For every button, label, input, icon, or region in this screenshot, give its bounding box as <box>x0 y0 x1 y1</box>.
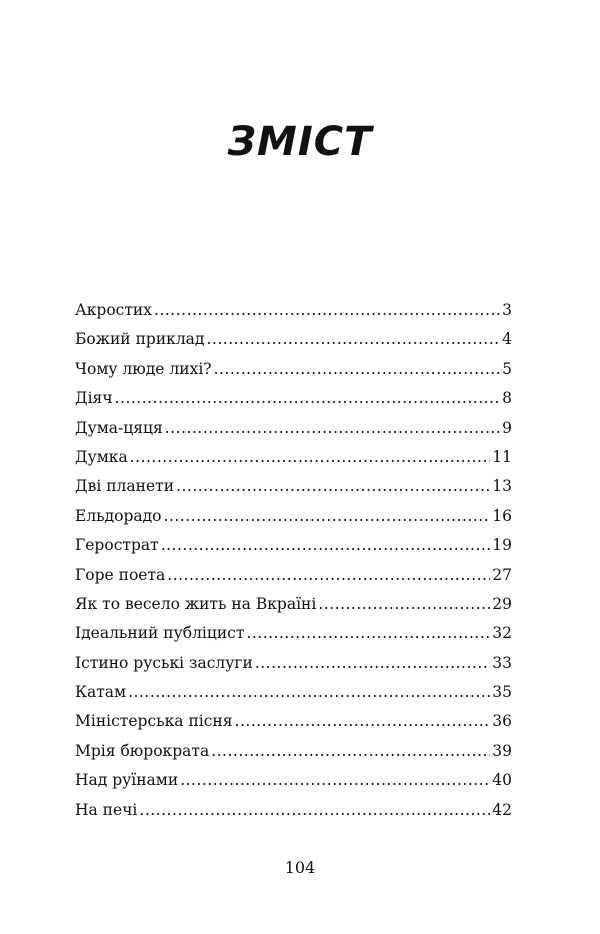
toc-entry-page: 3 <box>502 301 512 319</box>
toc-entry-page: 32 <box>492 624 512 643</box>
table-of-contents <box>75 296 512 825</box>
toc-entry-title: Дві планети <box>75 477 175 496</box>
toc-entry-page: 16 <box>492 506 512 525</box>
toc-leader-dots <box>130 443 491 472</box>
toc-entry-page: 4 <box>502 330 512 349</box>
toc-entry-title: Дума-цяця <box>75 418 163 437</box>
toc-leader-dots <box>206 325 500 354</box>
toc-entry-page: 42 <box>492 800 512 819</box>
toc-entry-page: 27 <box>492 565 512 584</box>
toc-entry <box>75 502 512 531</box>
toc-entry-page: 9 <box>502 418 512 437</box>
toc-leader-dots <box>167 561 490 590</box>
toc-entry-title: Ідеальний публіцист <box>75 624 245 643</box>
toc-entry <box>75 561 512 590</box>
toc-entry <box>75 414 512 443</box>
toc-entry <box>75 766 512 795</box>
toc-entry-page: 33 <box>492 653 512 672</box>
toc-entry <box>75 737 512 766</box>
toc-entry <box>75 619 512 648</box>
toc-leader-dots <box>165 414 500 443</box>
toc-leader-dots <box>255 649 490 678</box>
toc-entry <box>75 472 512 501</box>
toc-entry <box>75 649 512 678</box>
toc-leader-dots <box>214 355 501 384</box>
toc-entry-page: 11 <box>492 447 512 466</box>
toc-entry-page: 5 <box>502 359 512 378</box>
page-number: 104 <box>284 858 316 877</box>
toc-entry-title: Катам <box>75 683 127 702</box>
toc-leader-dots <box>164 502 491 531</box>
toc-entry <box>75 590 512 619</box>
toc-leader-dots <box>246 619 490 648</box>
toc-leader-dots <box>154 296 500 325</box>
toc-leader-dots <box>128 678 490 707</box>
toc-entry <box>75 355 512 384</box>
toc-entry <box>75 796 512 825</box>
toc-entry-title: Ельдорадо <box>75 506 162 525</box>
toc-entry-page: 13 <box>492 477 512 496</box>
toc-entry-title: Герострат <box>75 536 159 555</box>
toc-entry <box>75 384 512 413</box>
page-title: ЗМІСТ <box>227 118 373 165</box>
toc-entry-page: 19 <box>492 536 512 555</box>
toc-entry-title: Істино руські заслуги <box>75 653 253 672</box>
toc-entry-title: Діяч <box>75 389 113 408</box>
toc-leader-dots <box>139 796 490 825</box>
toc-entry-title: Міністерська пісня <box>75 712 233 731</box>
toc-entry-title: Як то весело жить на Вкраїні <box>75 594 317 613</box>
toc-entry-page: 29 <box>492 594 512 613</box>
toc-leader-dots <box>180 766 490 795</box>
toc-entry-title: Божий приклад <box>75 330 205 349</box>
toc-entry-page: 8 <box>502 389 512 408</box>
toc-entry-page: 39 <box>492 741 512 760</box>
toc-entry <box>75 325 512 354</box>
toc-entry-title: Акростих <box>75 301 153 319</box>
toc-leader-dots <box>318 590 490 619</box>
toc-leader-dots <box>235 707 491 736</box>
toc-entry <box>75 678 512 707</box>
toc-entry <box>75 531 512 560</box>
toc-entry-page: 40 <box>492 771 512 790</box>
toc-entry-title: Мрія бюрократа <box>75 741 210 760</box>
toc-leader-dots <box>176 472 490 501</box>
toc-leader-dots <box>161 531 491 560</box>
toc-entry-page: 36 <box>492 712 512 731</box>
toc-entry <box>75 443 512 472</box>
toc-entry-title: Над руїнами <box>75 771 179 790</box>
toc-entry <box>75 707 512 736</box>
toc-entry-title: Горе поета <box>75 565 166 584</box>
toc-leader-dots <box>115 384 501 413</box>
toc-entry <box>75 296 512 325</box>
toc-entry-page: 35 <box>492 683 512 702</box>
toc-entry-title: Думка <box>75 447 128 466</box>
toc-leader-dots <box>211 737 490 766</box>
toc-entry-title: Чому люде лихі? <box>75 359 212 378</box>
toc-entry-title: На печі <box>75 800 138 819</box>
